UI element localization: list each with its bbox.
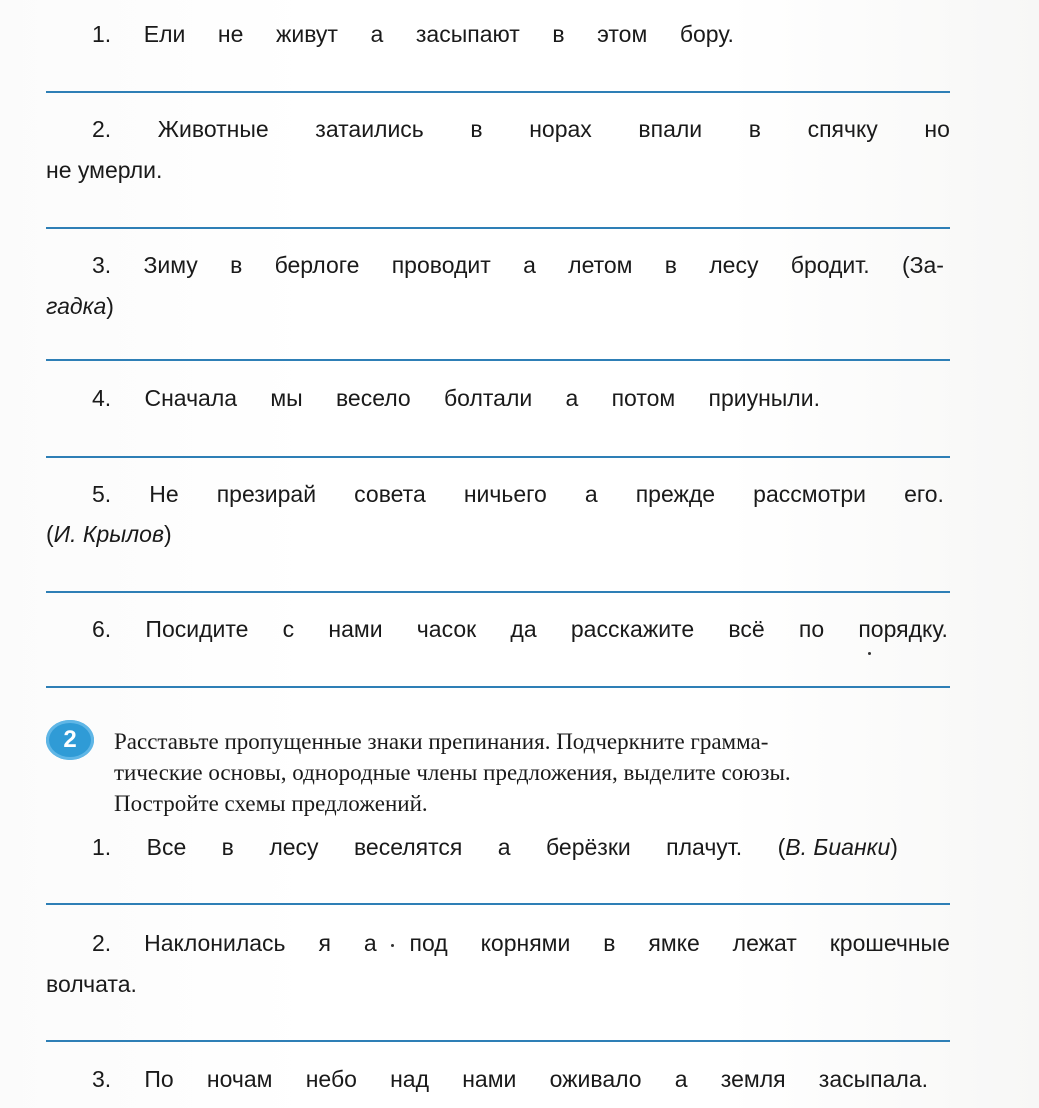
source-attribution xyxy=(778,833,898,861)
word: ничьего xyxy=(463,481,547,507)
ex2-item-1 xyxy=(92,833,898,861)
item-number: 1. xyxy=(92,21,112,47)
word: всё xyxy=(728,616,765,642)
word: я xyxy=(318,930,331,956)
word: под xyxy=(409,930,448,956)
word: Зиму xyxy=(143,252,198,278)
paren-close: ) xyxy=(106,293,114,319)
word: в xyxy=(552,21,565,47)
ex1-item-3 xyxy=(92,251,944,279)
item-number: 1. xyxy=(92,834,112,860)
word: в xyxy=(664,252,677,278)
word: его. xyxy=(904,481,944,507)
item-number: 2. xyxy=(92,930,112,956)
word: ночам xyxy=(206,1066,273,1092)
word: а xyxy=(565,385,579,411)
answer-line xyxy=(46,686,950,688)
word: в xyxy=(221,834,234,860)
answer-line xyxy=(46,1040,950,1042)
word-tail: (За- xyxy=(901,252,944,278)
word: да xyxy=(510,616,537,642)
item-number: 4. xyxy=(92,385,112,411)
word: ямке xyxy=(648,930,700,956)
word: расскажите xyxy=(570,616,695,642)
item-number: 2. xyxy=(92,116,112,142)
word: небо xyxy=(305,1066,357,1092)
word: весело xyxy=(335,385,411,411)
ex1-item-2-cont: не умерли. xyxy=(46,157,163,183)
word: потом xyxy=(611,385,676,411)
word: а xyxy=(674,1066,688,1092)
word: засыпала. xyxy=(818,1066,928,1092)
answer-line xyxy=(46,903,950,905)
word: нами xyxy=(328,616,383,642)
item-number: 5. xyxy=(92,481,112,507)
author-name: В. Бианки xyxy=(785,834,891,860)
item-number: 3. xyxy=(92,1066,112,1092)
ex2-item-3 xyxy=(92,1065,928,1093)
word: Ели xyxy=(143,21,186,47)
word: рассмотри xyxy=(753,481,867,507)
ex1-item-5 xyxy=(92,480,944,508)
word: а xyxy=(370,21,384,47)
word: в xyxy=(230,252,243,278)
word: в xyxy=(748,116,761,142)
paren-close: ) xyxy=(890,834,898,860)
word: презирай xyxy=(216,481,317,507)
word: часок xyxy=(416,616,477,642)
word: лежат xyxy=(732,930,797,956)
answer-line xyxy=(46,359,950,361)
word: засыпают xyxy=(415,21,520,47)
ex1-item-4 xyxy=(92,384,820,412)
ex1-item-3-cont xyxy=(46,292,114,320)
word: над xyxy=(390,1066,430,1092)
source-attribution: гадка xyxy=(46,293,107,319)
instruction-line: Расставьте пропущенные знаки препинания. Подчеркните грамма- xyxy=(114,729,769,754)
word: в xyxy=(603,930,616,956)
word: лесу xyxy=(269,834,319,860)
ex1-item-6 xyxy=(92,615,948,643)
word: бродит. xyxy=(790,252,870,278)
source-attribution: И. Крылов xyxy=(53,521,164,547)
word: бору. xyxy=(679,21,734,47)
word: Животные xyxy=(157,116,269,142)
ex1-item-5-cont xyxy=(46,520,172,548)
word: Посидите xyxy=(145,616,249,642)
word: корнями xyxy=(480,930,571,956)
word: Не xyxy=(149,481,179,507)
paren-open: ( xyxy=(777,834,786,860)
exercise-number-badge: 2 xyxy=(46,720,94,760)
word: не xyxy=(217,21,244,47)
word: живут xyxy=(275,21,338,47)
word: мы xyxy=(270,385,303,411)
ink-speck xyxy=(868,652,871,655)
exercise-instructions xyxy=(114,726,952,819)
word: летом xyxy=(568,252,633,278)
word: Наклонилась xyxy=(144,930,286,956)
word: но xyxy=(924,116,950,142)
ex2-item-2-cont: волчата. xyxy=(46,971,137,997)
word: этом xyxy=(597,21,648,47)
word: Все xyxy=(146,834,187,860)
word: порядку. xyxy=(858,616,948,642)
word: оживало xyxy=(549,1066,642,1092)
word: а xyxy=(523,252,536,278)
ex1-item-1 xyxy=(92,20,734,48)
word: болтали xyxy=(444,385,533,411)
word: по xyxy=(798,616,825,642)
word: плачут. xyxy=(666,834,743,860)
word: норах xyxy=(529,116,592,142)
answer-line xyxy=(46,91,950,93)
word: а xyxy=(497,834,511,860)
ex2-item-2 xyxy=(92,929,950,957)
word: впали xyxy=(638,116,703,142)
word: совета xyxy=(354,481,426,507)
instruction-line: Постройте схемы предложений. xyxy=(114,791,428,816)
word: лесу xyxy=(709,252,759,278)
ex1-item-2 xyxy=(92,115,950,143)
word: приуныли. xyxy=(708,385,820,411)
word: прежде xyxy=(635,481,716,507)
answer-line xyxy=(46,591,950,593)
word: земля xyxy=(720,1066,786,1092)
word: крошечные xyxy=(829,930,950,956)
word: берёзки xyxy=(545,834,631,860)
item-number: 6. xyxy=(92,616,112,642)
word: затаились xyxy=(315,116,424,142)
word: веселятся xyxy=(353,834,463,860)
word: По xyxy=(144,1066,174,1092)
word: берлоге xyxy=(274,252,360,278)
ink-speck xyxy=(391,944,394,947)
word: с xyxy=(282,616,295,642)
word: нами xyxy=(462,1066,517,1092)
item-number: 3. xyxy=(92,252,112,278)
word: спячку xyxy=(807,116,878,142)
word: в xyxy=(470,116,483,142)
word: а xyxy=(363,930,377,956)
word: а xyxy=(584,481,598,507)
paren-open: ( xyxy=(46,521,54,547)
instruction-line: тические основы, однородные члены предложения, выделите союзы. xyxy=(114,760,791,785)
answer-line xyxy=(46,456,950,458)
word: проводит xyxy=(391,252,491,278)
answer-line xyxy=(46,227,950,229)
word: Сначала xyxy=(144,385,238,411)
paren-close: ) xyxy=(163,521,172,547)
